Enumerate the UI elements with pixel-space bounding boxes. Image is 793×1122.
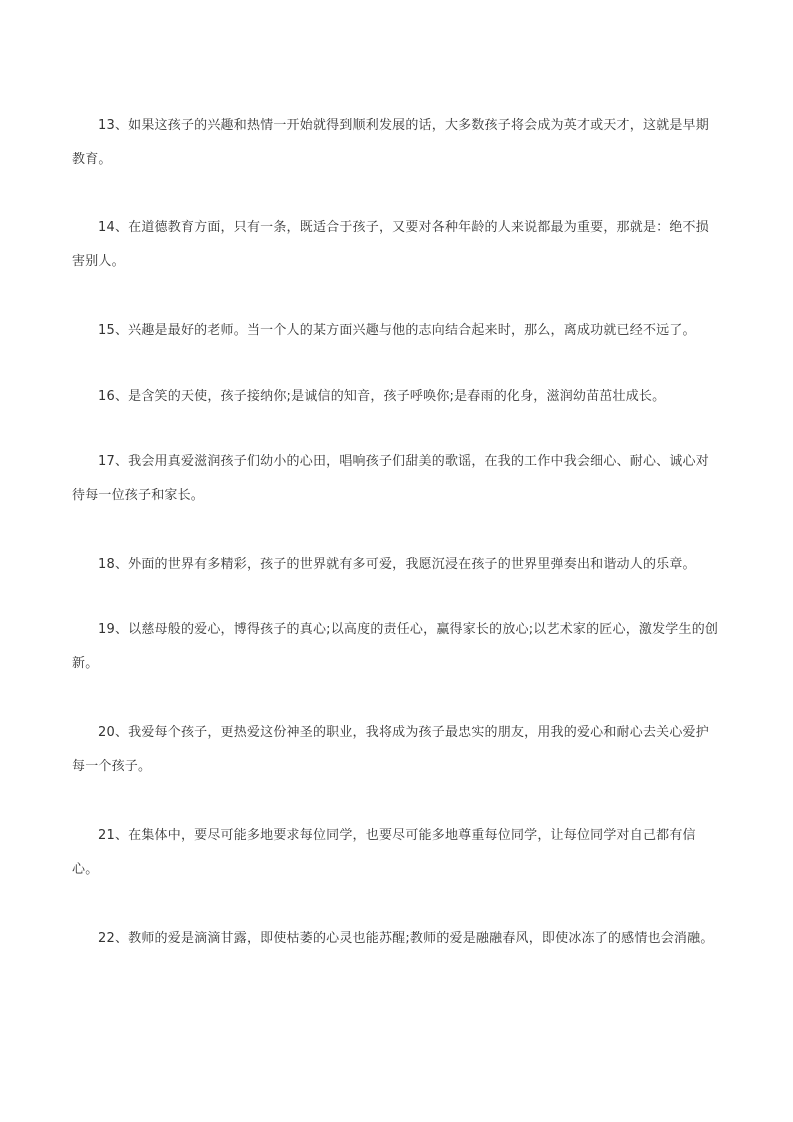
paragraph-14: 14、在道德教育方面，只有一条，既适合于孩子，又要对各种年龄的人来说都最为重要，那就是：绝不损害别人。 — [72, 220, 709, 269]
paragraph-22: 22、教师的爱是滴滴甘露，即使枯萎的心灵也能苏醒;教师的爱是融融春风，即使冰冻了的感情也会消融。 — [98, 931, 714, 946]
paragraph-19: 19、以慈母般的爱心，博得孩子的真心;以高度的责任心，赢得家长的放心;以艺术家的匠心，激发学生的创新。 — [72, 622, 719, 671]
paragraph-13: 13、如果这孩子的兴趣和热情一开始就得到顺利发展的话，大多数孩子将会成为英才或天才，这就是早期教育。 — [72, 118, 709, 167]
paragraph-20: 20、我爱每个孩子，更热爱这份神圣的职业，我将成为孩子最忠实的朋友，用我的爱心和耐心去关心爱护每一个孩子。 — [72, 725, 709, 774]
paragraph-21: 21、在集体中，要尽可能多地要求每位同学，也要尽可能多地尊重每位同学，让每位同学对自己都有信心。 — [72, 828, 696, 877]
paragraph-18: 18、外面的世界有多精彩，孩子的世界就有多可爱，我愿沉浸在孩子的世界里弹奏出和谐动人的乐章。 — [98, 557, 696, 572]
paragraph-15: 15、兴趣是最好的老师。当一个人的某方面兴趣与他的志向结合起来时，那么，离成功就已经不远了。 — [98, 323, 696, 338]
paragraph-16: 16、是含笑的天使，孩子接纳你;是诚信的知音，孩子呼唤你;是春雨的化身，滋润幼苗茁壮成长。 — [98, 389, 666, 404]
paragraph-17: 17、我会用真爱滋润孩子们幼小的心田，唱响孩子们甜美的歌谣，在我的工作中我会细心、耐心、诚心对待每一位孩子和家长。 — [72, 454, 709, 503]
